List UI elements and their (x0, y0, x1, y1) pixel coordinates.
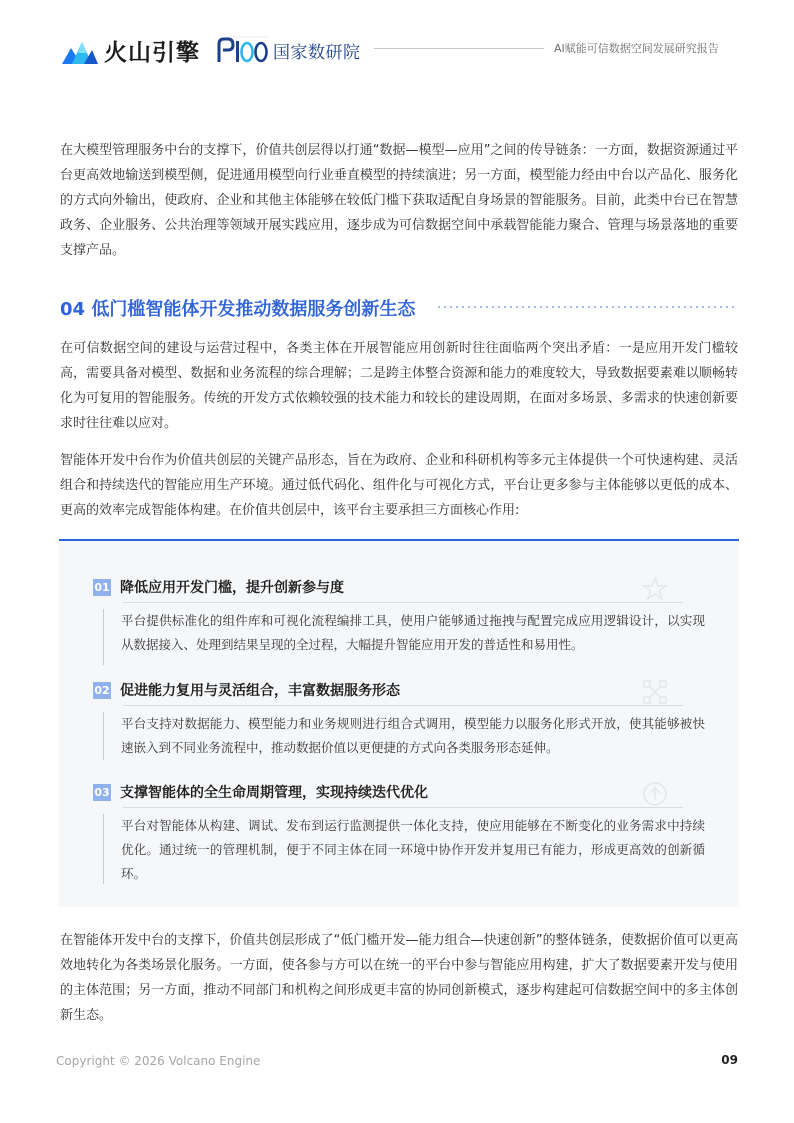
core-functions-box (59, 539, 739, 907)
feature-description: 平台支持对数据能力、模型能力和业务规则进行组合式调用，模型能力以服务化形式开放，使其能够被快速嵌入到不同业务流程中，推动数据价值以更便捷的方式向各类服务形态延伸。 (121, 716, 705, 755)
body-paragraph-platform: 智能体开发中台作为价值共创层的关键产品形态，旨在为政府、企业和科研机构等多元主体提供一个可快速构建、灵活组合和持续迭代的智能应用生产环境。通过低代码化、组件化与可视化方式，平台让更多参与主体能够以更低的成本、更高的效率完成智能体构建。在价值共创层中，该平台主要承担三方面核心作用: (60, 453, 738, 518)
copyright-text: Copyright © 2026 Volcano Engine (56, 1054, 261, 1068)
feature-number-badge: 01 (94, 581, 110, 594)
volcano-mountain-icon (62, 36, 98, 64)
national-data-institute-logo (216, 32, 361, 68)
body-paragraph-challenges: 在可信数据空间的建设与运营过程中，各类主体在开展智能应用创新时往往面临两个突出矛盾：一是应用开发门槛较高，需要具备对模型、数据和业务流程的综合理解；二是跨主体整合资源和能力的难度较大，导致数据要素难以顺畅转化为可复用的智能服务。传统的开发方式依赖较强的技术能力和较长的建设周期，在面对多场景、多需求的快速创新要求时往往难以应对。 (60, 341, 738, 431)
page-number: 09 (721, 1053, 738, 1067)
national-data-institute-wordmark: 国家数研院 (273, 42, 361, 63)
feature-accent-line (103, 712, 104, 760)
feature-item (93, 575, 713, 652)
section-heading-dotted-rule (436, 306, 738, 308)
feature-title: 降低应用开发门槛，提升创新参与度 (120, 580, 344, 596)
feature-accent-line (103, 814, 104, 884)
feature-divider (123, 705, 683, 706)
feature-title: 促进能力复用与灵活组合，丰富数据服务形态 (120, 683, 400, 699)
network-icon (641, 678, 669, 706)
feature-accent-line (103, 609, 104, 665)
feature-item (93, 678, 713, 755)
upload-circle-icon (641, 780, 669, 808)
header-divider (374, 48, 544, 49)
feature-header (93, 678, 713, 702)
page-header (0, 0, 794, 80)
feature-item (93, 780, 713, 881)
feature-description: 平台对智能体从构建、调试、发布到运行监测提供一体化支持，使应用能够在不断变化的业务需求中持续优化。通过统一的管理机制，便于不同主体在同一环境中协作开发并复用已有能力，形成更高效的创新循环。 (121, 818, 705, 881)
volcano-engine-logo (62, 32, 200, 68)
feature-description: 平台提供标准化的组件库和可视化流程编排工具，使用户能够通过拖拽与配置完成应用逻辑设计，以实现从数据接入、处理到结果呈现的全过程，大幅提升智能应用开发的普适性和易用性。 (121, 613, 705, 652)
feature-title: 支撑智能体的全生命周期管理，实现持续迭代优化 (120, 785, 428, 801)
feature-divider (123, 602, 683, 603)
conclusion-paragraph: 在智能体开发中台的支撑下，价值共创层形成了“低门槛开发—能力组合—快速创新”的整体链条，使数据价值可以更高效地转化为各类场景化服务。一方面，使各参与方可以在统一的平台中参与智能应用构建，扩大了数据要素开发与使用的主体范围；另一方面，推动不同部门和机构之间形成更丰富的协同创新模式，逐步构建起可信数据空间中的多主体创新生态。 (60, 933, 738, 1023)
intro-paragraph: 在大模型管理服务中台的支撑下，价值共创层得以打通“数据—模型—应用”之间的传导链条：一方面，数据资源通过平台更高效地输送到模型侧，促进通用模型向行业垂直模型的持续演进；另一方面，模型能力经由中台以产品化、服务化的方式向外输出，使政府、企业和其他主体能够在较低门槛下获取适配自身场景的智能服务。目前，此类中台已在智慧政务、企业服务、公共治理等领域开展实践应用，逐步成为可信数据空间中承载智能能力聚合、管理与场景落地的重要支撑产品。 (60, 143, 738, 258)
star-icon (641, 575, 669, 603)
feature-divider (123, 807, 683, 808)
data-100-mark-icon (216, 35, 270, 65)
feature-number-badge: 02 (94, 684, 110, 697)
feature-header (93, 575, 713, 599)
section-heading: 04 低门槛智能体开发推动数据服务创新生态 (60, 299, 416, 320)
feature-number-badge: 03 (94, 786, 110, 799)
report-title: AI赋能可信数据空间发展研究报告 (554, 42, 719, 55)
feature-header (93, 780, 713, 804)
volcano-engine-wordmark: 火山引擎 (104, 39, 200, 66)
